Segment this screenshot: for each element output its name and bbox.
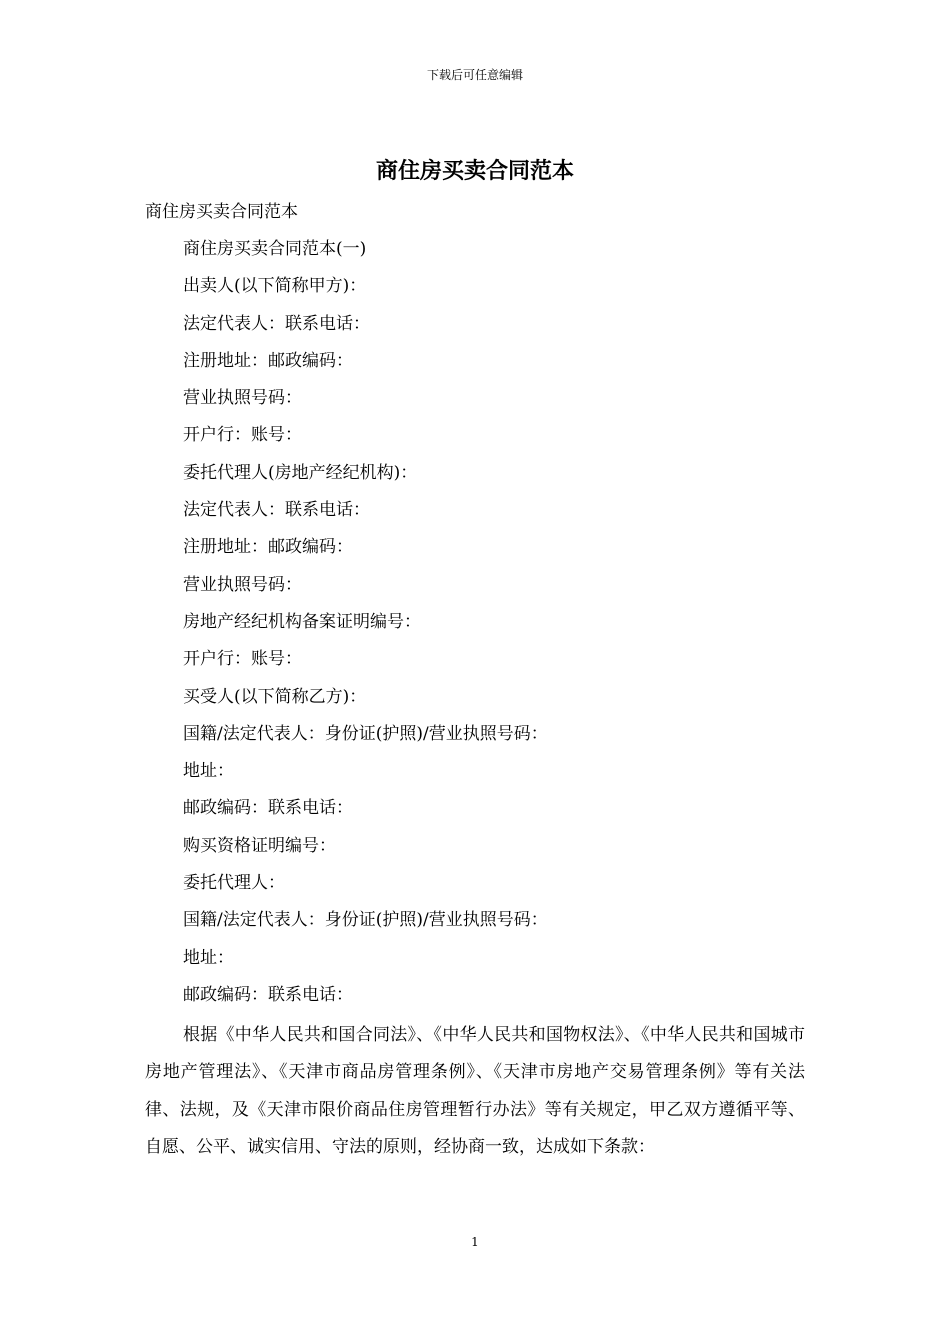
field-line: 国籍/法定代表人：身份证(护照)/营业执照号码： xyxy=(183,723,548,744)
field-line: 国籍/法定代表人：身份证(护照)/营业执照号码： xyxy=(183,910,548,931)
field-line: 营业执照号码： xyxy=(183,574,302,595)
field-line: 邮政编码：联系电话： xyxy=(183,798,353,819)
field-line: 法定代表人：联系电话： xyxy=(183,500,370,521)
field-line: 委托代理人(房地产经纪机构)： xyxy=(183,462,418,483)
field-line: 地址： xyxy=(183,761,234,782)
field-line: 出卖人(以下简称甲方)： xyxy=(183,276,367,297)
field-line: 开户行：账号： xyxy=(183,425,302,446)
field-line: 注册地址：邮政编码： xyxy=(183,350,353,371)
page-header: 下载后可任意编辑 xyxy=(426,68,523,82)
field-line: 开户行：账号： xyxy=(183,649,302,670)
field-line: 法定代表人：联系电话： xyxy=(183,313,370,334)
field-line: 地址： xyxy=(183,947,234,968)
document-subtitle: 商住房买卖合同范本 xyxy=(145,202,298,222)
contract-fields xyxy=(183,236,813,1019)
field-line: 邮政编码：联系电话： xyxy=(183,984,353,1005)
field-line: 营业执照号码： xyxy=(183,388,302,409)
field-line: 购买资格证明编号： xyxy=(183,835,336,856)
field-line: 注册地址：邮政编码： xyxy=(183,537,353,558)
page-number: 1 xyxy=(471,1235,479,1249)
field-line: 买受人(以下简称乙方)： xyxy=(183,686,367,707)
document-title: 商住房买卖合同范本 xyxy=(375,158,574,184)
field-line: 委托代理人： xyxy=(183,873,285,894)
field-line: 房地产经纪机构备案证明编号： xyxy=(183,611,421,632)
field-line: 商住房买卖合同范本(一) xyxy=(183,239,367,259)
preamble-paragraph: 根据《中华人民共和国合同法》、《中华人民共和国物权法》、《中华人民共和国城市房地产管理法》、《天津市商品房管理条例》、《天津市房地产交易管理条例》等有关法律、法规，及《天津市限价商品住房管理暂行办法》等有关规定，甲乙双方遵循平等、自愿、公平、诚实信用、守法的原则，经协商一致，达成如下条款： xyxy=(145,1025,805,1157)
